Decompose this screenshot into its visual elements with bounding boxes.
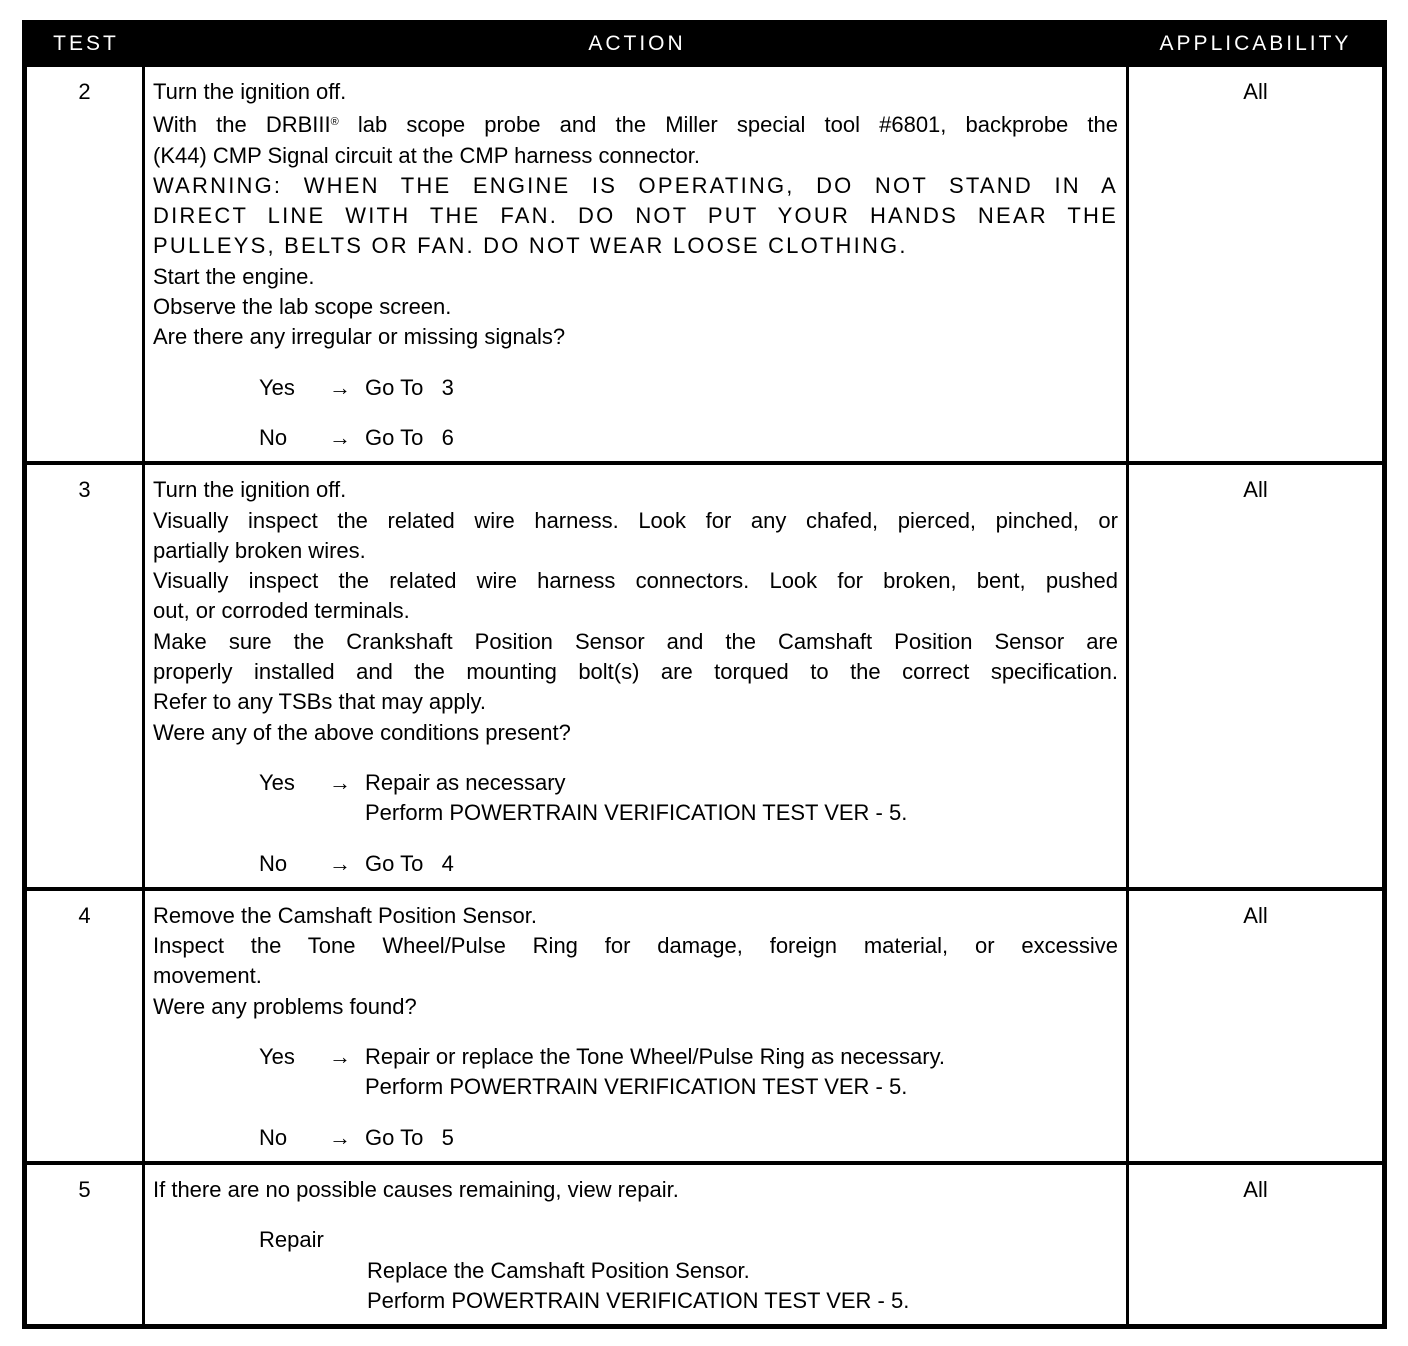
- applicability-cell: All: [1243, 902, 1268, 928]
- table-row: [27, 461, 1382, 887]
- header-applicability: APPLICABILITY: [1159, 32, 1352, 55]
- action-question: Were any of the above conditions present?: [153, 719, 571, 745]
- action-step: Inspect the Tone Wheel/Pulse Ring for damage, foreign material, or excessive: [153, 933, 1118, 959]
- action-cell: [145, 67, 1129, 461]
- arrow-icon: →: [329, 374, 351, 400]
- test-number: 4: [27, 891, 145, 1161]
- repair-steps: [367, 1256, 1118, 1317]
- action-step: Make sure the Crankshaft Position Sensor and the Camshaft Position Sensor are: [153, 628, 1118, 654]
- action-cell: [145, 465, 1129, 887]
- table-header: [27, 25, 1382, 63]
- repair-block: [259, 1225, 1118, 1316]
- arrow-icon: →: [329, 850, 351, 876]
- test-number: 5: [27, 1165, 145, 1324]
- action-step: Turn the ignition off.: [153, 477, 347, 503]
- yes-label: Yes: [259, 374, 295, 400]
- no-response: [153, 1123, 1118, 1153]
- no-goto: Go To 4: [365, 850, 454, 876]
- no-response: [153, 849, 1118, 879]
- yes-verify-text: Perform POWERTRAIN VERIFICATION TEST VER - 5.: [365, 800, 908, 826]
- diagnostic-test-table: [22, 20, 1387, 1329]
- repair-step: Replace the Camshaft Position Sensor.: [367, 1257, 750, 1283]
- table-row: [27, 63, 1382, 461]
- action-step: Refer to any TSBs that may apply.: [153, 689, 487, 715]
- action-question: Were any problems found?: [153, 993, 417, 1019]
- no-response: [153, 423, 1118, 453]
- action-step: Visually inspect the related wire harness. Look for any chafed, pierced, pinched, or: [153, 507, 1118, 533]
- no-goto: Go To 6: [365, 424, 454, 450]
- warning-text: WARNING: WHEN THE ENGINE IS OPERATING, DO NOT STAND IN A: [153, 172, 1118, 198]
- warning-text: DIRECT LINE WITH THE FAN. DO NOT PUT YOUR HANDS NEAR THE: [153, 203, 1118, 229]
- registered-mark: ®: [330, 116, 339, 129]
- no-label: No: [259, 850, 288, 876]
- yes-instruction: [365, 1042, 1118, 1103]
- action-step: partially broken wires.: [153, 537, 366, 563]
- action-step: movement.: [153, 963, 262, 989]
- table-row: [27, 887, 1382, 1161]
- applicability-cell: All: [1243, 1176, 1268, 1202]
- yes-repair-text: Repair as necessary: [365, 769, 566, 795]
- tool-name: With the DRBIII: [153, 112, 331, 138]
- test-number: 3: [27, 465, 145, 887]
- applicability-cell: All: [1243, 79, 1268, 104]
- action-cell: [145, 891, 1129, 1161]
- arrow-icon: →: [329, 1124, 351, 1150]
- applicability-cell: All: [1243, 477, 1268, 503]
- action-step: Observe the lab scope screen.: [153, 294, 452, 320]
- yes-response: [153, 373, 1118, 403]
- action-cell: [145, 1165, 1129, 1324]
- action-question: Are there any irregular or missing signals?: [153, 324, 566, 350]
- action-step: (K44) CMP Signal circuit at the CMP harness connector.: [153, 142, 700, 168]
- yes-repair-text: Repair or replace the Tone Wheel/Pulse Ring as necessary.: [365, 1044, 946, 1070]
- repair-step: Perform POWERTRAIN VERIFICATION TEST VER - 5.: [367, 1287, 910, 1313]
- action-step: Remove the Camshaft Position Sensor.: [153, 902, 537, 928]
- arrow-icon: →: [329, 769, 351, 795]
- action-step: Visually inspect the related wire harness connectors. Look for broken, bent, pushed: [153, 568, 1118, 594]
- tool-instruction: lab scope probe and the Miller special tool #6801, backprobe the: [357, 112, 1119, 138]
- yes-goto: Go To 3: [365, 374, 454, 400]
- header-action: ACTION: [588, 32, 686, 55]
- yes-response: [153, 768, 1118, 829]
- no-label: No: [259, 1124, 288, 1150]
- yes-response: [153, 1042, 1118, 1103]
- warning-text: PULLEYS, BELTS OR FAN. DO NOT WEAR LOOSE CLOTHING.: [153, 233, 908, 259]
- action-step: Turn the ignition off.: [153, 79, 347, 104]
- action-step: Start the engine.: [153, 263, 315, 289]
- arrow-icon: →: [329, 424, 351, 450]
- yes-label: Yes: [259, 769, 295, 795]
- action-step: If there are no possible causes remaining, view repair.: [153, 1176, 679, 1202]
- yes-instruction: [365, 768, 1118, 829]
- table-row: [27, 1161, 1382, 1324]
- yes-verify-text: Perform POWERTRAIN VERIFICATION TEST VER - 5.: [365, 1074, 908, 1100]
- action-step: out, or corroded terminals.: [153, 598, 410, 624]
- no-label: No: [259, 424, 288, 450]
- yes-label: Yes: [259, 1044, 295, 1070]
- action-step: [153, 107, 1118, 140]
- action-step: properly installed and the mounting bolt(s) are torqued to the correct specification.: [153, 659, 1118, 685]
- test-number: 2: [27, 67, 145, 461]
- header-test: TEST: [53, 32, 119, 55]
- repair-label: Repair: [259, 1227, 324, 1253]
- arrow-icon: →: [329, 1044, 351, 1070]
- no-goto: Go To 5: [365, 1124, 454, 1150]
